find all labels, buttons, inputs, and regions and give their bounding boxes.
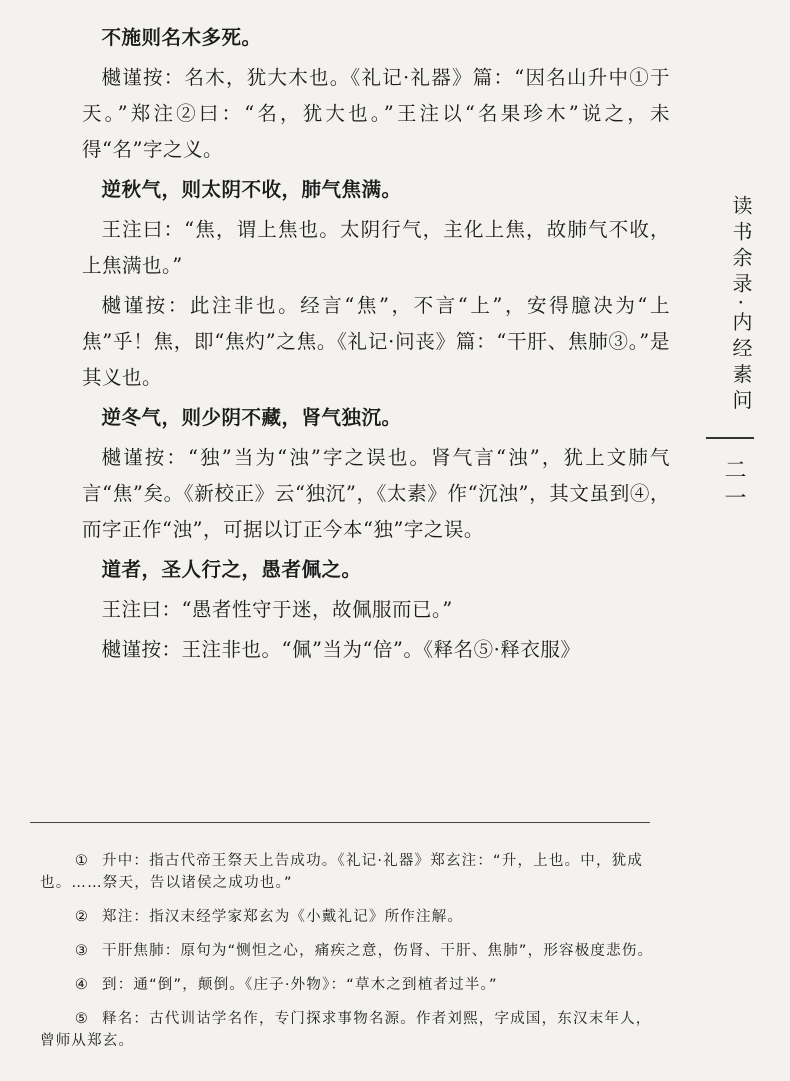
page-number: 二一 (721, 458, 746, 514)
footnote-4: ④ 到：通“倒”，颠倒。《庄子·外物》：“草木之到植者过半。” (74, 977, 498, 993)
footnote-divider (30, 822, 650, 823)
heading-3: 逆冬气，则少阴不藏，肾气独沉。 (101, 406, 402, 429)
footnotes (40, 850, 660, 1064)
sidebar-divider (706, 437, 754, 439)
paragraph-6: 樾谨按：王注非也。“佩”当为“倍”。《释名⑤·释衣服》 (101, 638, 581, 661)
paragraph-4: 樾谨按：“独”当为“浊”字之误也。肾气言“浊”，犹上文肺气言“焦”矣。《新校正》云“独沉”，《太素》作“沉浊”，其文虽到④，而字正作“浊”，可据以订正今本“独”字之误。 (82, 446, 670, 541)
paragraph-2: 王注曰：“焦，谓上焦也。太阴行气，主化上焦，故肺气不收，上焦满也。” (82, 218, 670, 277)
paragraph-3: 樾谨按：此注非也。经言“焦”，不言“上”，安得臆决为“上焦”乎！焦，即“焦灼”之焦。《礼记·问丧》篇：“干肝、焦肺③。”是其义也。 (82, 294, 670, 389)
heading-1: 不施则名木多死。 (101, 26, 262, 49)
footnote-2: ② 郑注：指汉末经学家郑玄为《小戴礼记》所作注解。 (74, 909, 464, 925)
running-title: 读书余录·内经素问 (729, 195, 753, 416)
main-text (82, 20, 670, 672)
heading-4: 道者，圣人行之，愚者佩之。 (101, 558, 362, 581)
heading-2: 逆秋气，则太阴不收，肺气焦满。 (101, 178, 402, 201)
footnote-1: ① 升中：指古代帝王祭天上告成功。《礼记·礼器》郑玄注：“升，上也。中，犹成也。……祭天，告以诸侯之成功也。” (40, 853, 644, 891)
paragraph-5: 王注曰：“愚者性守于迷，故佩服而已。” (101, 598, 453, 621)
footnote-5: ⑤ 释名：古代训诂学名作，专门探求事物名源。作者刘熙，字成国，东汉末年人，曾师从郑玄。 (40, 1011, 652, 1049)
paragraph-1: 樾谨按：名木，犹大木也。《礼记·礼器》篇：“因名山升中①于天。”郑注②曰：“名，犹大也。”王注以“名果珍木”说之，未得“名”字之义。 (82, 66, 670, 161)
footnote-3: ③ 干肝焦肺：原句为“恻怛之心，痛疾之意，伤肾、干肝、焦肺”，形容极度悲伤。 (74, 943, 654, 959)
